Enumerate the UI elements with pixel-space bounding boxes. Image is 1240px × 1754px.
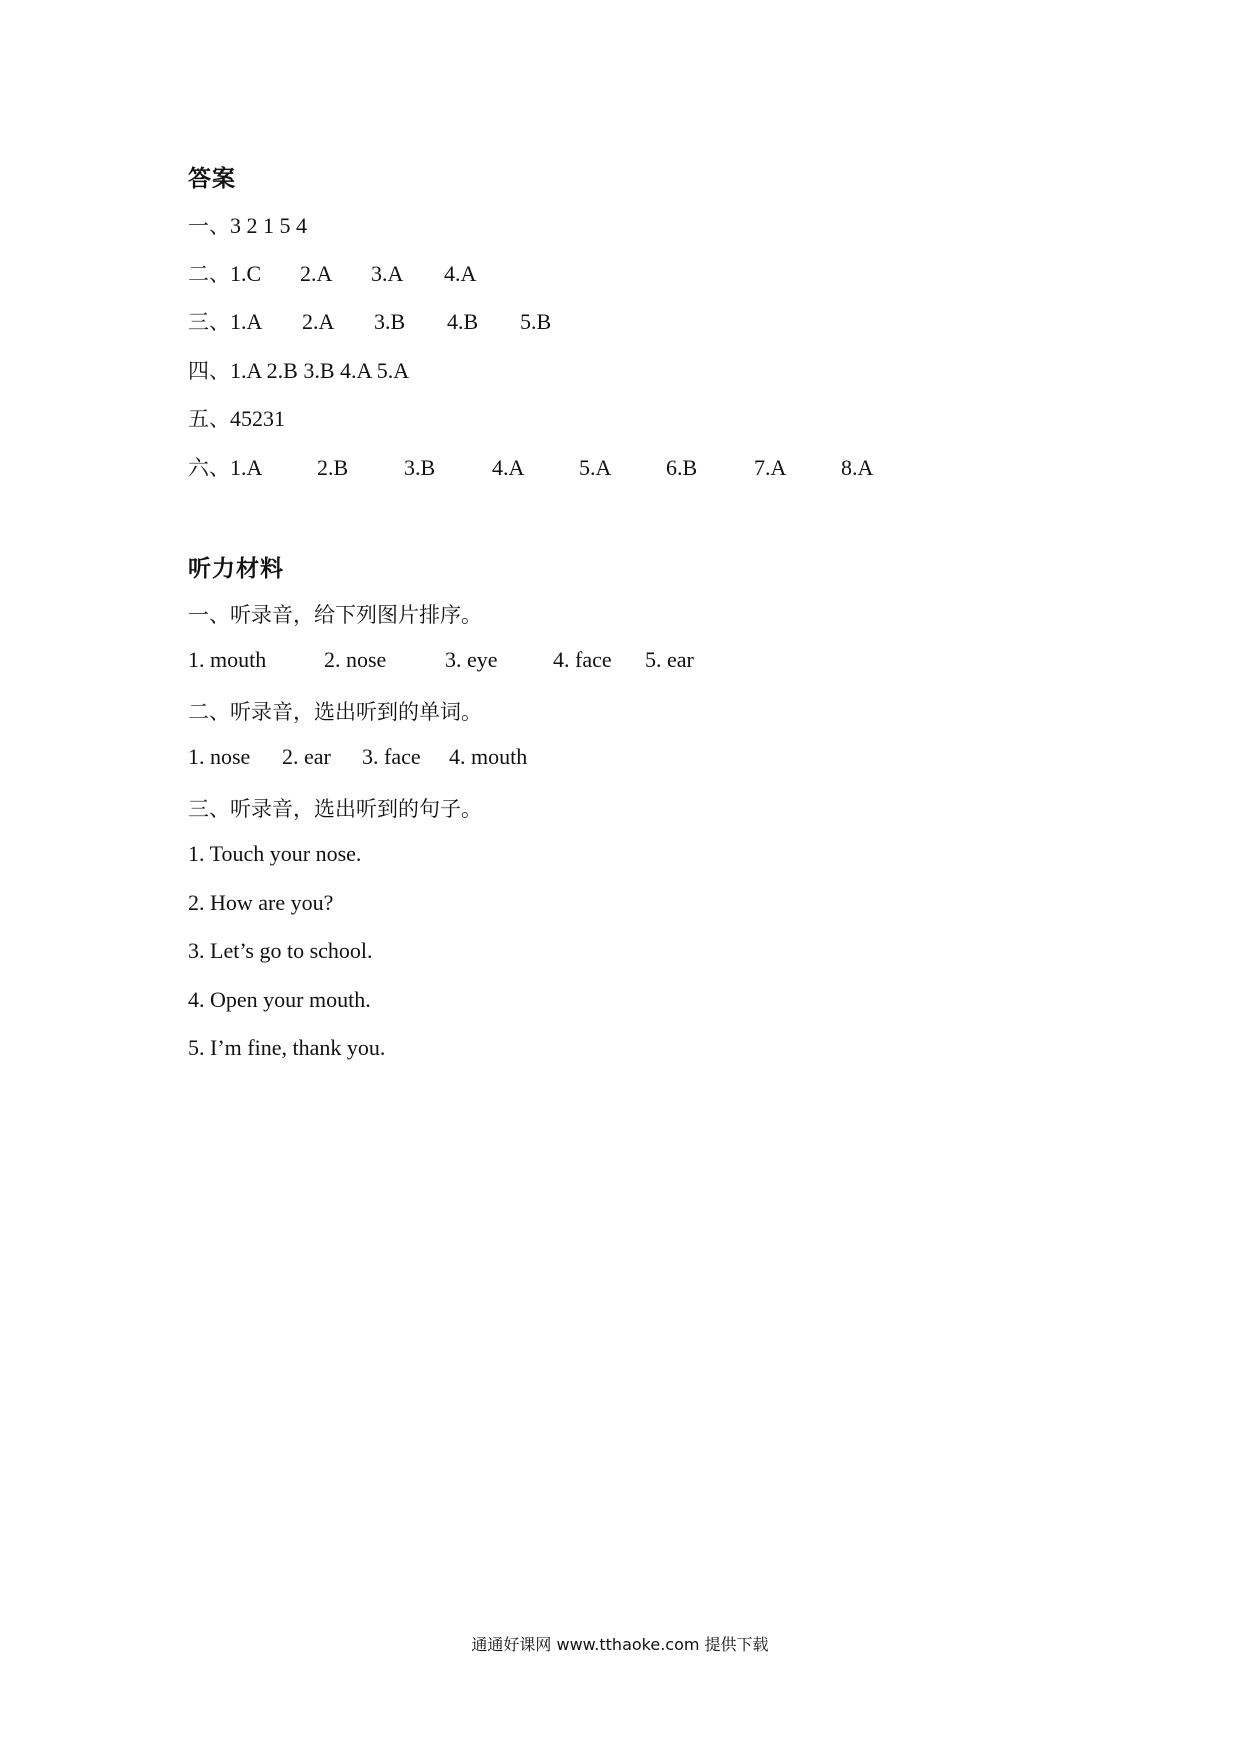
answer-item: 2.B — [317, 455, 349, 480]
list-item: 1. mouth — [188, 647, 267, 672]
answer-prefix: 六、 — [188, 456, 230, 480]
answer-item: 2.A — [302, 309, 335, 334]
answer-line-4 — [188, 355, 409, 385]
listening-section-title: 一、听录音，给下列图片排序。 — [188, 603, 482, 627]
listening-word-list — [188, 744, 527, 770]
list-item: 2. ear — [282, 744, 331, 769]
page-footer: 通通好课网 www.tthaoke.com 提供下载 — [471, 1635, 769, 1654]
answer-item: 3.B — [404, 455, 436, 480]
answers-heading: 答案 — [188, 166, 236, 192]
answer-item: 5.A — [579, 455, 612, 480]
answer-item: 1.C — [230, 261, 262, 286]
answer-item: 4.B — [447, 309, 479, 334]
answer-line-5 — [188, 403, 285, 433]
sentence-item: 3. Let’s go to school. — [188, 938, 373, 963]
answer-line-3 — [188, 306, 551, 336]
sentence-item: 2. How are you? — [188, 890, 334, 915]
list-item: 4. mouth — [449, 744, 528, 769]
list-item: 3. eye — [445, 647, 498, 672]
list-item: 3. face — [362, 744, 421, 769]
answer-item: 4.A — [444, 261, 477, 286]
answer-item: 5.B — [520, 309, 552, 334]
list-item: 5. ear — [645, 647, 694, 672]
answer-prefix: 四、 — [188, 359, 230, 383]
list-item: 1. nose — [188, 744, 251, 769]
answer-line-1 — [188, 210, 307, 240]
sentence-item: 1. Touch your nose. — [188, 841, 362, 866]
answer-item: 1.A 2.B 3.B 4.A 5.A — [230, 358, 410, 383]
listening-heading: 听力材料 — [188, 556, 284, 582]
listening-section-title: 三、听录音，选出听到的句子。 — [188, 797, 482, 821]
answer-line-6 — [188, 452, 873, 482]
answer-prefix: 三、 — [188, 310, 230, 334]
answer-item: 7.A — [754, 455, 787, 480]
answer-prefix: 五、 — [188, 407, 230, 431]
answer-item: 45231 — [230, 406, 285, 431]
answer-item: 2.A — [300, 261, 333, 286]
answer-item: 1.A — [230, 309, 263, 334]
answer-item: 3 2 1 5 4 — [230, 213, 307, 238]
answer-item: 3.B — [374, 309, 406, 334]
answer-prefix: 一、 — [188, 214, 230, 238]
list-item: 2. nose — [324, 647, 387, 672]
answer-item: 4.A — [492, 455, 525, 480]
sentence-item: 5. I’m fine, thank you. — [188, 1035, 386, 1060]
answer-line-2 — [188, 258, 476, 288]
sentence-item: 4. Open your mouth. — [188, 987, 371, 1012]
answer-item: 1.A — [230, 455, 263, 480]
answer-prefix: 二、 — [188, 262, 230, 286]
listening-word-list — [188, 647, 694, 673]
list-item: 4. face — [553, 647, 612, 672]
answer-item: 3.A — [371, 261, 404, 286]
answer-item: 8.A — [841, 455, 874, 480]
listening-section-title: 二、听录音，选出听到的单词。 — [188, 700, 482, 724]
answer-item: 6.B — [666, 455, 698, 480]
